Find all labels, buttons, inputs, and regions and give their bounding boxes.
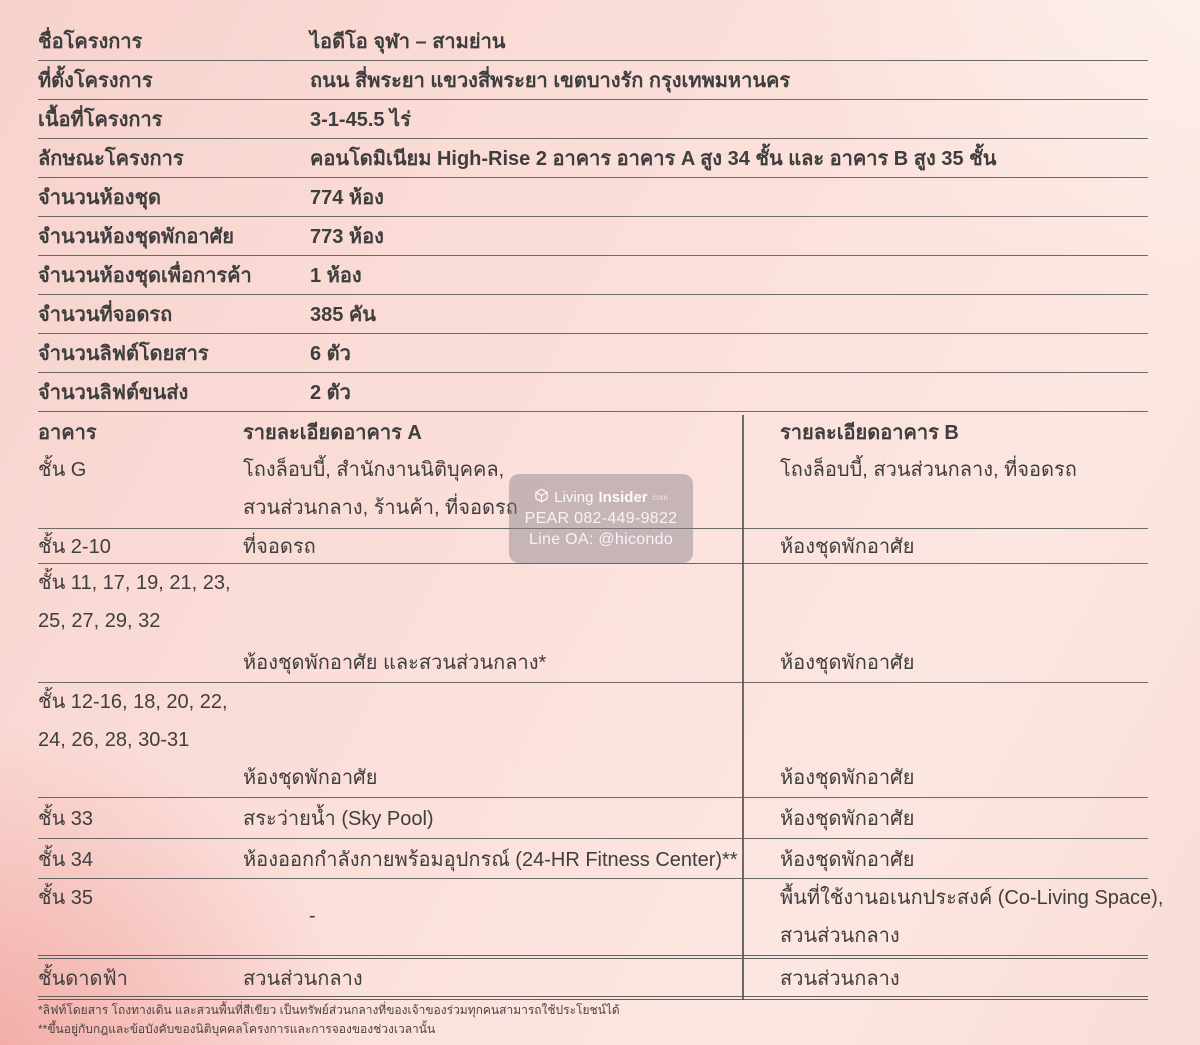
watermark-line-oa: Line OA: @hicondo xyxy=(528,531,674,548)
info-label: ลักษณะโครงการ xyxy=(38,148,184,170)
floor-label: ชั้น 2-10 xyxy=(38,536,111,558)
project-info-section xyxy=(38,22,1148,412)
info-value: 1 ห้อง xyxy=(310,265,362,287)
info-value: คอนโดมิเนียม High-Rise 2 อาคาร อาคาร A สูง 34 ชั้น และ อาคาร B สูง 35 ชั้น xyxy=(310,148,997,170)
info-row-commercial-units xyxy=(38,256,1148,295)
detail-a-cell: - xyxy=(309,905,316,927)
info-row-service-lifts xyxy=(38,373,1148,412)
floor-spacer xyxy=(38,644,243,682)
info-value: 3-1-45.5 ไร่ xyxy=(310,109,411,131)
info-label: ชื่อโครงการ xyxy=(38,31,143,53)
detail-b-cell: สวนส่วนกลาง xyxy=(780,967,900,990)
building-row-rooftop xyxy=(38,959,1148,1000)
floor-label-line: ชั้น 11, 17, 19, 21, 23, xyxy=(38,572,231,594)
livinginsider-logo-icon xyxy=(534,488,549,507)
detail-b-line: สวนส่วนกลาง xyxy=(780,925,900,947)
info-row-location xyxy=(38,61,1148,100)
floor-spacer xyxy=(38,759,243,797)
info-value: ถนน สี่พระยา แขวงสี่พระยา เขตบางรัก กรุงเทพมหานคร xyxy=(310,70,791,92)
info-value: 2 ตัว xyxy=(310,382,351,404)
detail-b-cell: โถงล็อบบี้, สวนส่วนกลาง, ที่จอดรถ xyxy=(780,459,1077,481)
info-label: จำนวนลิฟต์ขนส่ง xyxy=(38,382,189,404)
footnote-line: *ลิฟท์โดยสาร โถงทางเดิน และสวนพื้นที่สีเขียว เป็นทรัพย์ส่วนกลางที่ของเจ้าของร่วมทุกคนสามารถใช้ประโยชน์ได้ xyxy=(38,1003,620,1017)
header-detail-b: รายละเอียดอาคาร B xyxy=(780,421,959,444)
brand-insider-text: Insider xyxy=(598,488,648,506)
floor-label-line: 25, 27, 29, 32 xyxy=(38,610,161,632)
floor-label: ชั้น G xyxy=(38,459,87,481)
detail-a-cell: สระว่ายน้ำ (Sky Pool) xyxy=(243,808,434,830)
detail-b-cell xyxy=(742,879,1164,955)
floor-label: ชั้น 34 xyxy=(38,848,94,871)
info-value: 774 ห้อง xyxy=(310,187,384,209)
building-row-floor-35 xyxy=(38,879,1164,959)
header-building: อาคาร xyxy=(38,421,97,444)
floor-label: ชั้นดาดฟ้า xyxy=(38,967,128,990)
floor-label-line: 24, 26, 28, 30-31 xyxy=(38,729,190,751)
building-row-floor-11-32 xyxy=(38,564,1148,683)
detail-b-cell: ห้องชุดพักอาศัย xyxy=(780,808,915,830)
watermark-badge xyxy=(509,474,693,563)
info-row-area xyxy=(38,100,1148,139)
floor-label-line: ชั้น 12-16, 18, 20, 22, xyxy=(38,691,228,713)
info-value: 773 ห้อง xyxy=(310,226,384,248)
info-label: จำนวนที่จอดรถ xyxy=(38,304,173,326)
building-row-floor-33 xyxy=(38,798,1148,839)
info-label: จำนวนห้องชุดพักอาศัย xyxy=(38,226,234,248)
building-row-floor-12-31 xyxy=(38,683,1148,798)
building-table-header xyxy=(38,412,1148,451)
info-value: ไอดีโอ จุฬา – สามย่าน xyxy=(310,31,506,53)
floor-label-lines xyxy=(38,564,1148,640)
detail-b-line: พื้นที่ใช้งานอเนกประสงค์ (Co-Living Space), xyxy=(780,887,1164,909)
detail-a-cell: ที่จอดรถ xyxy=(243,536,316,558)
info-row-type xyxy=(38,139,1148,178)
info-label: จำนวนลิฟต์โดยสาร xyxy=(38,343,209,365)
info-row-passenger-lifts xyxy=(38,334,1148,373)
floor-label: ชั้น 33 xyxy=(38,808,94,830)
detail-a-line: สวนส่วนกลาง, ร้านค้า, ที่จอดรถ xyxy=(243,497,518,519)
info-label: ที่ตั้งโครงการ xyxy=(38,70,153,92)
detail-a-cell: ห้องชุดพักอาศัย xyxy=(243,767,378,789)
detail-a-cell: สวนส่วนกลาง xyxy=(243,967,363,990)
detail-b-cell: ห้องชุดพักอาศัย xyxy=(780,767,915,789)
header-detail-a: รายละเอียดอาคาร A xyxy=(243,421,422,444)
info-value: 6 ตัว xyxy=(310,343,351,365)
detail-b-cell: ห้องชุดพักอาศัย xyxy=(780,536,915,558)
building-row-floor-34 xyxy=(38,839,1148,879)
info-label: จำนวนห้องชุด xyxy=(38,187,162,209)
info-row-project-name xyxy=(38,22,1148,61)
detail-b-cell: ห้องชุดพักอาศัย xyxy=(780,652,915,674)
detail-b-cell: ห้องชุดพักอาศัย xyxy=(780,848,915,871)
detail-a-cell: ห้องชุดพักอาศัย และสวนส่วนกลาง* xyxy=(243,652,547,674)
footnote-line: **ขึ้นอยู่กับกฎและข้อบังคับของนิติบุคคลโครงการและการจองของช่วงเวลานั้น xyxy=(38,1022,436,1036)
info-row-parking xyxy=(38,295,1148,334)
floor-label-lines xyxy=(38,683,1148,759)
info-row-residential-units xyxy=(38,217,1148,256)
watermark-phone: PEAR 082-449-9822 xyxy=(524,510,678,527)
info-row-total-units xyxy=(38,178,1148,217)
floor-label: ชั้น 35 xyxy=(38,887,94,909)
brand-living-text: Living xyxy=(554,488,594,506)
detail-a-cell: ห้องออกกำลังกายพร้อมอุปกรณ์ (24-HR Fitness Center)** xyxy=(243,848,738,871)
info-label: เนื้อที่โครงการ xyxy=(38,109,163,131)
row-bottom-values xyxy=(38,644,1148,682)
info-value: 385 คัน xyxy=(310,304,376,326)
row-bottom-values xyxy=(38,759,1148,797)
footnotes xyxy=(38,1001,620,1039)
detail-a-line: โถงล็อบบี้, สำนักงานนิติบุคคล, xyxy=(243,459,505,481)
watermark-brand xyxy=(534,488,668,507)
info-label: จำนวนห้องชุดเพื่อการค้า xyxy=(38,265,252,287)
brand-tld-text: com xyxy=(652,493,668,502)
